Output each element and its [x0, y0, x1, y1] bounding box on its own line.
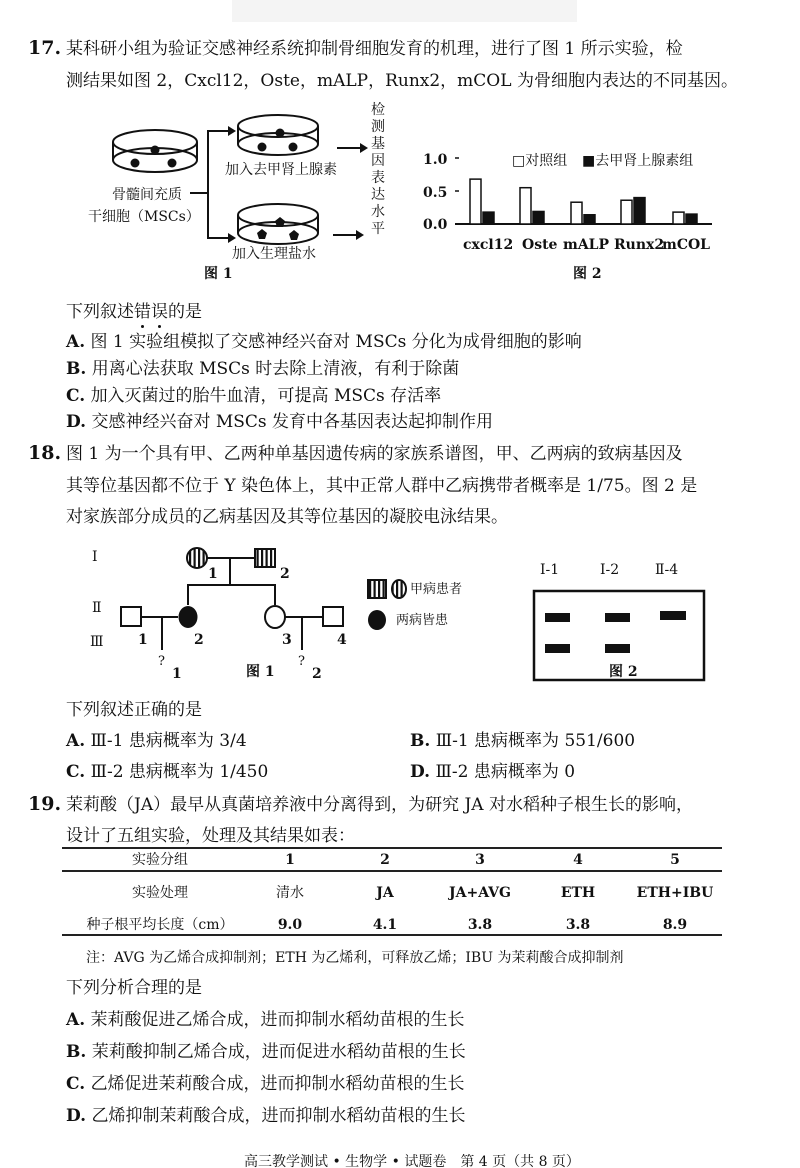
- fig1-result-label: 检测基因表达水平: [371, 102, 385, 237]
- pedigree-I1-affected-a-female: [187, 548, 207, 568]
- generation-III: Ⅲ: [90, 634, 104, 650]
- gel-caption: 图 2: [609, 664, 638, 680]
- q17-option-c[interactable]: C. 加入灭菌过的胎牛血清，可提高 MSCs 存活率: [66, 386, 442, 406]
- legend-affected-both: 两病皆患: [396, 613, 449, 628]
- legend-label: 去甲肾上腺素组: [595, 153, 694, 169]
- pedigree-label: 2: [194, 632, 204, 648]
- table-cell: 2: [380, 852, 390, 868]
- q18-number: 18.: [28, 442, 62, 464]
- table-cell: ETH: [560, 885, 596, 901]
- q18-option-b[interactable]: B. Ⅲ-1 患病概率为 551/600: [410, 731, 636, 751]
- q17-stem-line1: 某科研小组为验证交感神经系统抑制骨细胞发育的机理，进行了图 1 所示实验，检: [66, 39, 683, 59]
- table-cell: 4.1: [372, 917, 398, 933]
- pedigree-II4-normal-male: [323, 607, 343, 626]
- unknown-marker: ?: [298, 654, 305, 669]
- pedigree-label: 3: [282, 632, 292, 648]
- table-cell: 3: [475, 852, 485, 868]
- q19-option-d[interactable]: D. 乙烯抑制茉莉酸合成，进而抑制水稻幼苗根的生长: [66, 1106, 466, 1126]
- table-cell: 3.8: [565, 917, 591, 933]
- generation-I: Ⅰ: [92, 549, 98, 565]
- x-tick-label: mCOL: [662, 237, 710, 253]
- table-cell: 3.8: [467, 917, 493, 933]
- gel-lane-label: Ⅰ-2: [600, 562, 620, 578]
- fig2-caption: 图 2: [573, 266, 602, 282]
- table-row-header: 实验分组: [132, 852, 188, 868]
- pedigree-label: 1: [208, 566, 218, 582]
- q17-question: 下列叙述错误的是: [66, 302, 202, 322]
- legend-striped-circle-icon: [392, 580, 406, 598]
- q18-option-d[interactable]: D. Ⅲ-2 患病概率为 0: [410, 762, 576, 782]
- table-row-header: 种子根平均长度（cm）: [86, 917, 234, 933]
- table-cell: JA+AVG: [449, 885, 511, 901]
- fig1-top-label: 加入去甲肾上腺素: [225, 162, 337, 178]
- q18-question: 下列叙述正确的是: [66, 700, 202, 720]
- pedigree-label: 2: [280, 566, 290, 582]
- gel-band: [605, 644, 630, 653]
- q19-option-a[interactable]: A. 茉莉酸促进乙烯合成，进而抑制水稻幼苗根的生长: [66, 1010, 465, 1030]
- pedigree-II3-normal-female: [265, 606, 285, 628]
- q17-option-a[interactable]: A. 图 1 实验组模拟了交感神经兴奋对 MSCs 分化为成骨细胞的影响: [66, 332, 582, 352]
- q19-option-c[interactable]: C. 乙烯促进茉莉酸合成，进而抑制水稻幼苗根的生长: [66, 1074, 465, 1094]
- q17-option-d[interactable]: D. 交感神经兴奋对 MSCs 发育中各基因表达起抑制作用: [66, 412, 494, 432]
- q19-number: 19.: [28, 793, 62, 815]
- legend-label: 对照组: [525, 153, 568, 169]
- q19-option-b[interactable]: B. 茉莉酸抑制乙烯合成，进而促进水稻幼苗根的生长: [66, 1042, 466, 1062]
- q18-option-a[interactable]: A. Ⅲ-1 患病概率为 3/4: [66, 731, 247, 751]
- pedigree-label: 1: [138, 632, 148, 648]
- legend-filled-circle-icon: [368, 610, 386, 630]
- legend-swatch-open-icon: □: [512, 153, 526, 169]
- gel-band: [545, 613, 570, 622]
- x-tick-label: Runx2: [614, 237, 665, 253]
- q18-stem-line2: 其等位基因都不位于 Y 染色体上，其中正常人群中乙病携带者概率是 1/75。图 2 是: [66, 476, 698, 496]
- table-cell: 8.9: [662, 917, 688, 933]
- y-tick-label: 0.5: [423, 185, 448, 201]
- legend-swatch-filled-icon: ■: [582, 153, 596, 169]
- pedigree-II1-normal-male: [121, 607, 141, 626]
- legend-affected-a: 甲病患者: [410, 582, 463, 597]
- q18-stem-line3: 对家族部分成员的乙病基因及其等位基因的凝胶电泳结果。: [66, 507, 508, 527]
- table-note: 注：AVG 为乙烯合成抑制剂；ETH 为乙烯利，可释放乙烯；IBU 为茉莉酸合成抑制剂: [86, 950, 624, 966]
- table-header-rule: [62, 870, 722, 872]
- pedigree-II2-affected-both-female: [179, 606, 198, 628]
- gel-band: [545, 644, 570, 653]
- pedigree-label: 4: [337, 632, 347, 648]
- q17-option-b[interactable]: B. 用离心法获取 MSCs 时去除上清液，有利于除菌: [66, 359, 460, 379]
- x-tick-label: cxcl12: [463, 237, 514, 253]
- q19-stem-line1: 茉莉酸（JA）最早从真菌培养液中分离得到，为研究 JA 对水稻种子根生长的影响，: [66, 795, 693, 815]
- table-cell: ETH+IBU: [636, 885, 714, 901]
- q19-stem-line2: 设计了五组实验，处理及其结果如表：: [66, 826, 355, 846]
- gel-band: [605, 613, 630, 622]
- table-cell: JA: [376, 885, 394, 901]
- fig1-caption: 图 1: [204, 266, 233, 282]
- q17-number: 17.: [28, 37, 62, 59]
- fig1-source-line2: 干细胞（MSCs）: [88, 209, 200, 225]
- fig1-bottom-label: 加入生理盐水: [232, 246, 316, 262]
- table-cell: 9.0: [277, 917, 303, 933]
- gel-band: [660, 611, 686, 620]
- q18-option-c[interactable]: C. Ⅲ-2 患病概率为 1/450: [66, 762, 269, 782]
- y-tick-label: 0.0: [423, 217, 448, 233]
- pedigree-caption: 图 1: [246, 664, 275, 680]
- pedigree-I2-affected-a-male: [255, 549, 275, 567]
- gel-lane-label: Ⅱ-4: [655, 562, 679, 578]
- x-tick-label: Oste: [522, 237, 558, 253]
- table-row-header: 实验处理: [132, 885, 188, 901]
- unknown-marker: ?: [158, 654, 165, 669]
- gel-lane-label: Ⅰ-1: [540, 562, 560, 578]
- q18-stem-line1: 图 1 为一个具有甲、乙两种单基因遗传病的家族系谱图，甲、乙两病的致病基因及: [66, 444, 683, 464]
- q17-stem-line2: 测结果如图 2，Cxcl12，Oste，mALP，Runx2，mCOL 为骨细胞内表达的不同基因。: [66, 71, 738, 91]
- legend-striped-square-icon: [368, 580, 386, 598]
- table-cell: 5: [670, 852, 680, 868]
- page-footer: 高三教学测试 • 生物学 • 试题卷 第 4 页（共 8 页）: [244, 1154, 580, 1168]
- table-cell: 4: [573, 852, 583, 868]
- x-tick-label: mALP: [563, 237, 610, 253]
- generation-II: Ⅱ: [92, 600, 102, 616]
- pedigree-label: 1: [172, 666, 182, 682]
- y-tick-label: 1.0: [423, 152, 448, 168]
- table-top-rule: [62, 847, 722, 849]
- table-cell: 1: [285, 852, 295, 868]
- q19-question: 下列分析合理的是: [66, 978, 202, 998]
- fig1-source-line1: 骨髓间充质: [112, 187, 182, 203]
- pedigree-label: 2: [312, 666, 322, 682]
- table-cell: 清水: [276, 885, 304, 901]
